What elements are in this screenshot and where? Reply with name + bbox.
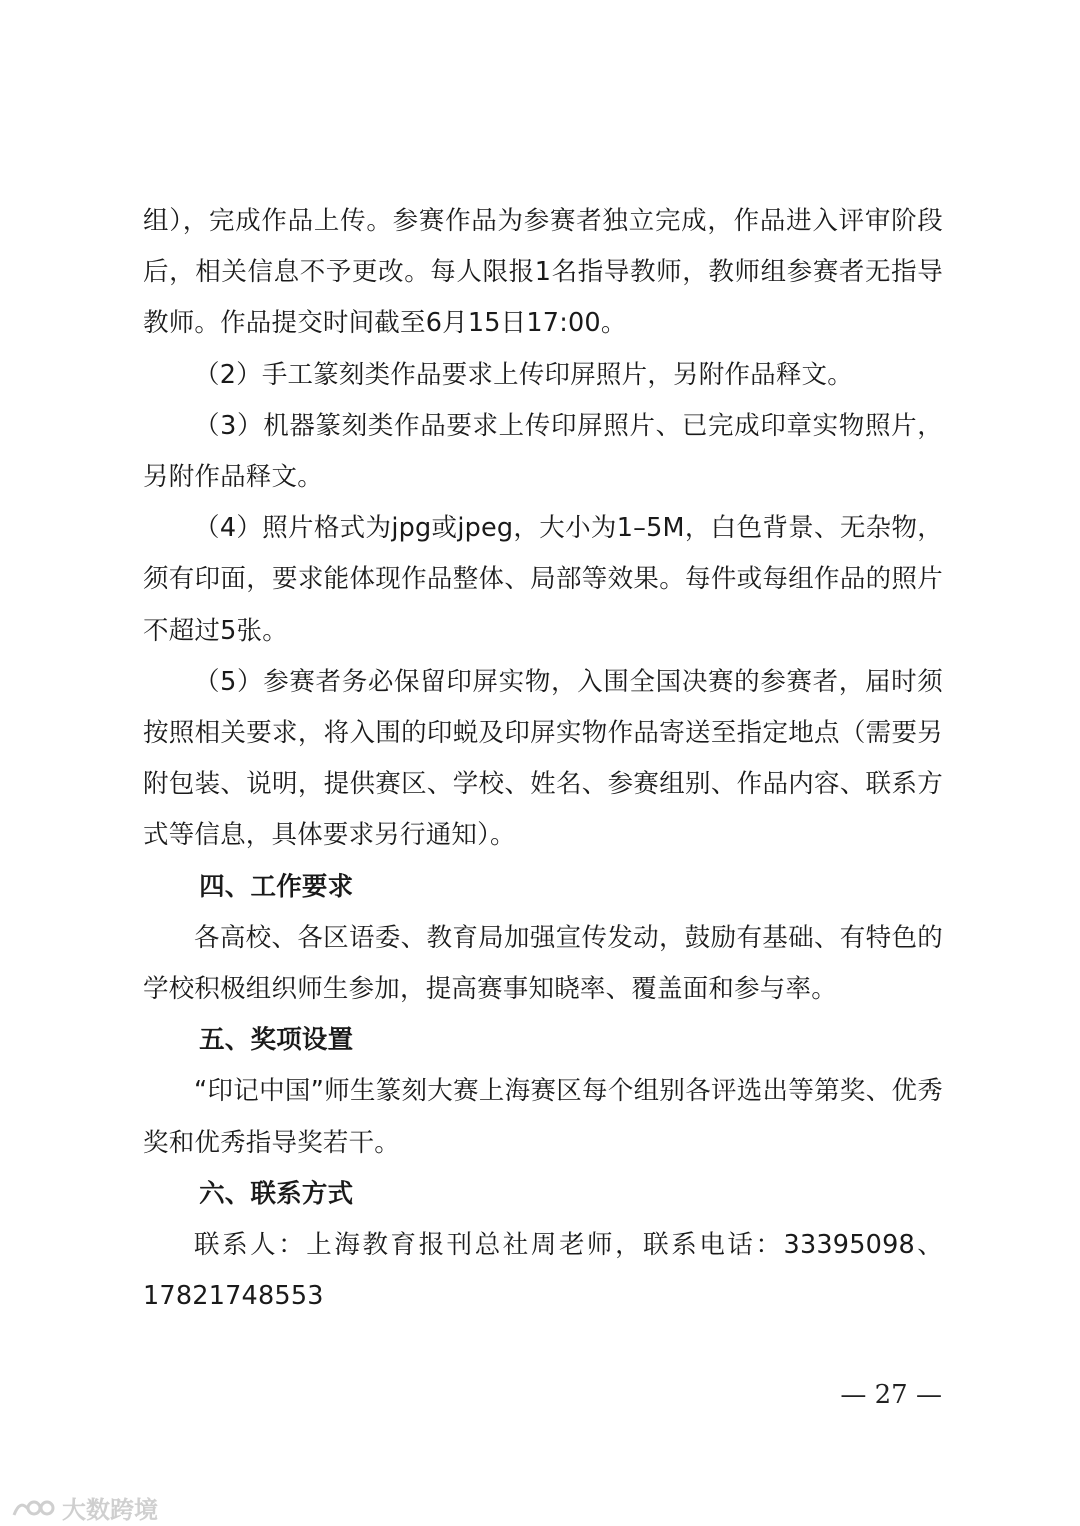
paragraph-awards: “印记中国”师生篆刻大赛上海赛区每个组别各评选出等第奖、优秀奖和优秀指导奖若干。 bbox=[143, 1076, 943, 1158]
watermark bbox=[10, 1490, 158, 1525]
watermark-label: 大数跨境 bbox=[62, 1496, 158, 1524]
section-heading-awards: 五、奖项设置 bbox=[199, 1025, 354, 1056]
paragraph-item-5: （5）参赛者务必保留印屏实物，入围全国决赛的参赛者，届时须按照相关要求，将入围的印蜕及印屏实物作品寄送至指定地点（需要另附包装、说明，提供赛区、学校、姓名、参赛组别、作品内容、联系方式等信息，具体要求另行通知）。 bbox=[143, 666, 943, 851]
paragraph-continuation: 组），完成作品上传。参赛作品为参赛者独立完成，作品进入评审阶段后，相关信息不予更改。每人限报1名指导教师，教师组参赛者无指导教师。作品提交时间截至6月15日17:00。 bbox=[143, 206, 943, 339]
section-heading-contact: 六、联系方式 bbox=[199, 1178, 354, 1209]
paragraph-item-3: （3）机器篆刻类作品要求上传印屏照片、已完成印章实物照片，另附作品释文。 bbox=[143, 410, 943, 493]
page-number: — 27 — bbox=[840, 1380, 942, 1410]
section-heading-work-requirements: 四、工作要求 bbox=[199, 871, 354, 902]
paragraph-item-2: （2）手工篆刻类作品要求上传印屏照片，另附作品释文。 bbox=[194, 359, 853, 390]
paragraph-contact: 联系人：上海教育报刊总社周老师，联系电话：33395098、17821748553 bbox=[143, 1230, 943, 1312]
paragraph-work-requirements: 各高校、各区语委、教育局加强宣传发动，鼓励有基础、有特色的学校积极组织师生参加，提高赛事知晓率、覆盖面和参与率。 bbox=[143, 922, 943, 1005]
paragraph-item-4: （4）照片格式为jpg或jpeg，大小为1–5M，白色背景、无杂物，须有印面，要求能体现作品整体、局部等效果。每件或每组作品的照片不超过5张。 bbox=[143, 513, 943, 646]
document-body bbox=[143, 196, 943, 1322]
watermark-logo-icon bbox=[10, 1495, 56, 1521]
